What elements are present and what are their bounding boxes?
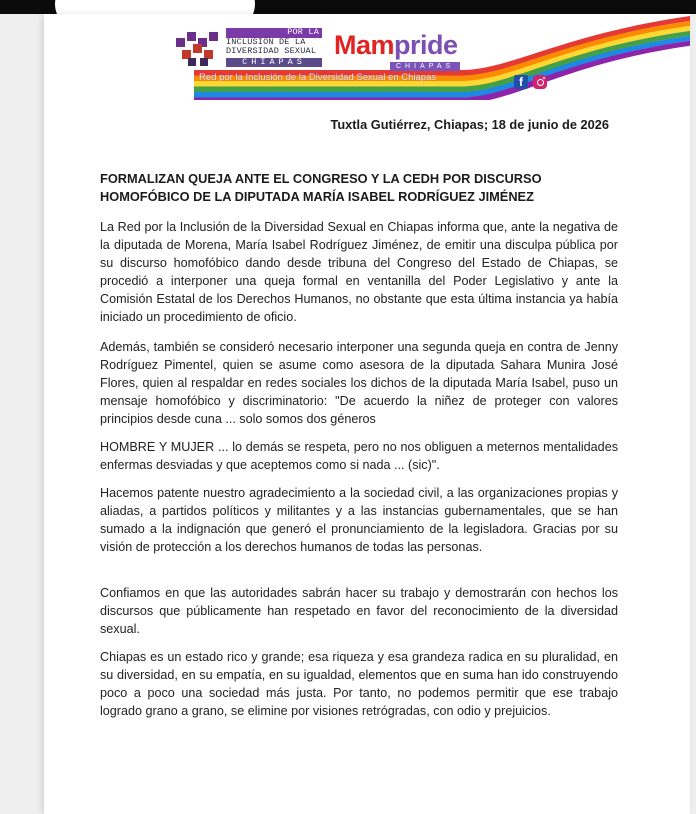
mosaic-logo-icon	[174, 24, 226, 70]
paragraph: Confiamos en que las autoridades sabrán hacer su trabajo y demostrarán con hechos los discursos que públicamente han respetado en favor del reconocimiento de la diversidad sexual.	[100, 586, 618, 636]
paragraph: Hacemos patente nuestro agradecimiento a la sociedad civil, a las organizaciones propias y aliadas, a partidos políticos y militantes y a las instancias gubernamentales, que se han sumado a la indignación que generó el pronunciamiento de la legisladora. Gracias por su visión de protección a los derechos humanos de todas las personas.	[100, 486, 618, 554]
paragraph: La Red por la Inclusión de la Diversidad Sexual en Chiapas informa que, ante la negativa de la diputada de Morena, María Isabel Rodríguez Jiménez, de emitir una disculpa pública por su discurso homofóbico dando desde tribuna del Congreso del Estado de Chiapas, se procedió a interponer una queja formal en ventanilla del Poder Legislativo y ante la Comisión Estatal de los Derechos Humanos, no obstante que esta última instancia ya había iniciado un procedimiento de oficio.	[100, 220, 618, 324]
logo-line: CHIAPAS	[226, 58, 322, 68]
letterhead-tagline: Red por la Inclusión de la Diversidad Sexual en Chiapas	[199, 72, 437, 83]
paragraph: HOMBRE Y MUJER ... lo demás se respeta, pero no nos obliguen a meternos mentalidades enfermas desviadas y que aceptemos como si nada ... (sic)".	[100, 440, 618, 472]
brand-highlight: pride	[394, 30, 458, 60]
logo-line: POR LA	[226, 28, 322, 38]
logo-text	[226, 28, 322, 67]
logo-line: DIVERSIDAD SEXUAL	[226, 46, 317, 56]
paragraph: Además, también se consideró necesario interponer una segunda queja en contra de Jenny Rodríguez Pimentel, quien se asume como asesora de la diputada Sahara Munira José Flores, quien al respaldar en redes sociales los dichos de la diputada María Isabel, puso un mensaje homofóbico y discriminatorio: "De acuerdo la niñez de proteger con valores principios desde cuna ... solo somos dos géneros	[100, 340, 618, 426]
letterhead	[44, 14, 690, 114]
device-top-bar	[0, 0, 696, 14]
document-title: FORMALIZAN QUEJA ANTE EL CONGRESO Y LA CEDH POR DISCURSO HOMOFÓBICO DE LA DIPUTADA MARÍA ISABEL RODRÍGUEZ JIMÉNEZ	[100, 171, 542, 204]
instagram-icon[interactable]	[533, 75, 547, 89]
brand-prefix: Mam	[334, 30, 395, 60]
paragraph: Chiapas es un estado rico y grande; esa riqueza y esa grandeza radica en su pluralidad, en su diversidad, en su empatía, en su igualdad, elementos que en suma han ido construyendo poco a poco una sociedad más justa. Por tanto, no podemos permitir que ese trabajo logrado grano a grano, se elimine por visiones retrógradas, con odio y prejuicios.	[100, 650, 618, 718]
document-page	[44, 14, 690, 814]
document-date: Tuxtla Gutiérrez, Chiapas; 18 de junio de 2026	[330, 117, 609, 132]
brand-wordmark	[334, 30, 458, 61]
logo-line: INCLUSIÓN DE LA	[226, 36, 306, 47]
brand-subtitle: CHIAPAS	[390, 62, 460, 71]
facebook-icon[interactable]: f	[514, 75, 528, 89]
